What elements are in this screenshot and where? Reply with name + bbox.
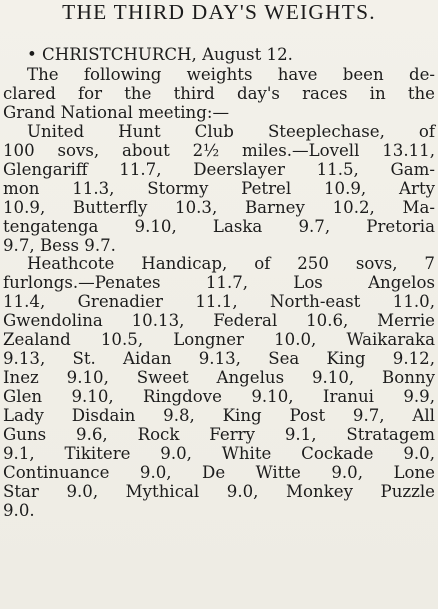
text-line: 9.13, St. Aidan 9.13, Sea King 9.12, <box>3 349 435 369</box>
text-line: furlongs.—Penates 11.7, Los Angelos <box>3 273 435 293</box>
text-line: mon 11.3, Stormy Petrel 10.9, Arty <box>3 178 435 198</box>
intro-paragraph <box>3 66 435 123</box>
text-line: Glengariff 11.7, Deerslayer 11.5, Gam- <box>3 159 435 179</box>
dateline-paragraph <box>3 46 435 65</box>
text-line: Glen 9.10, Ringdove 9.10, Iranui 9.9, <box>3 387 435 407</box>
text-line: 10.9, Butterfly 10.3, Barney 10.2, Ma- <box>3 197 435 217</box>
text-line: clared for the third day's races in the <box>3 83 435 103</box>
text-line: Inez 9.10, Sweet Angelus 9.10, Bonny <box>3 368 435 388</box>
race-paragraph-heathcote <box>3 255 435 520</box>
text-line: Continuance 9.0, De Witte 9.0, Lone <box>3 462 435 482</box>
text-line: Guns 9.6, Rock Ferry 9.1, Stratagem <box>3 425 435 445</box>
text-line: Star 9.0, Mythical 9.0, Monkey Puzzle <box>3 481 435 501</box>
race-paragraph-steeplechase <box>3 123 435 256</box>
text-line: 9.0. <box>3 500 35 520</box>
text-line: Lady Disdain 9.8, King Post 9.7, All <box>3 406 435 426</box>
text-line: United Hunt Club Steeplechase, of <box>27 121 435 141</box>
text-line: tengatenga 9.10, Laska 9.7, Pretoria <box>3 216 435 236</box>
text-line: Gwendolina 10.13, Federal 10.6, Merrie <box>3 311 435 331</box>
text-line: Zealand 10.5, Longner 10.0, Waikaraka <box>3 330 435 350</box>
text-line: The following weights have been de- <box>27 64 435 84</box>
text-line: 11.4, Grenadier 11.1, North-east 11.0, <box>3 292 435 312</box>
text-line: Grand National meeting:— <box>3 102 230 122</box>
text-line: 9.7, Bess 9.7. <box>3 235 116 255</box>
article-body <box>3 46 435 521</box>
text-line: Heathcote Handicap, of 250 sovs, 7 <box>27 254 435 274</box>
dateline: • CHRISTCHURCH, August 12. <box>27 45 293 64</box>
text-line: 9.1, Tikitere 9.0, White Cockade 9.0, <box>3 444 435 464</box>
text-line: 100 sovs, about 2½ miles.—Lovell 13.11, <box>3 140 435 160</box>
headline: THE THIRD DAY'S WEIGHTS. <box>62 0 376 24</box>
